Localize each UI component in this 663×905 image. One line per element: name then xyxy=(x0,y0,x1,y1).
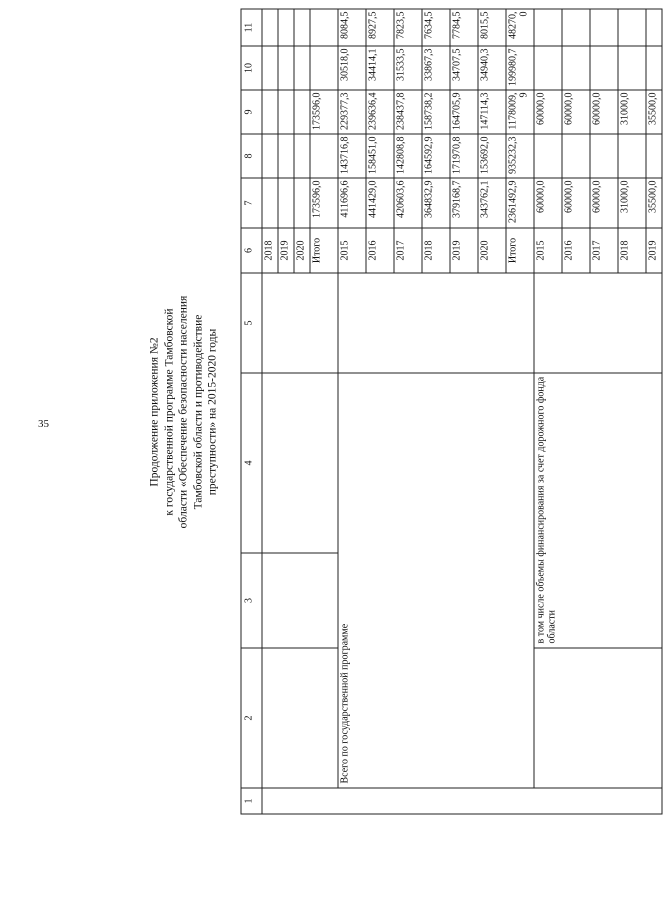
value-cell-c9: 164705,9 xyxy=(450,90,478,134)
table-row xyxy=(338,9,366,814)
year-cell: 2017 xyxy=(394,228,422,273)
value-cell-c9 xyxy=(262,90,278,134)
value-cell-c7 xyxy=(294,178,310,228)
rotated-page-content xyxy=(126,10,659,815)
year-cell: 2015 xyxy=(534,228,562,273)
year-cell: 2016 xyxy=(562,228,590,273)
year-cell: 2017 xyxy=(590,228,618,273)
value-cell-c10 xyxy=(562,46,590,90)
value-cell-c9: 60000,0 xyxy=(562,90,590,134)
year-cell: 2019 xyxy=(450,228,478,273)
value-cell-c9: 147114,3 xyxy=(478,90,506,134)
value-cell-c7: 31000,0 xyxy=(618,178,646,228)
value-cell-c11: 8084,5 xyxy=(338,9,366,46)
value-cell-c10: 30518,0 xyxy=(338,46,366,90)
cell-col2 xyxy=(262,648,338,788)
value-cell-c11 xyxy=(294,9,310,46)
value-cell-c9: 60000,0 xyxy=(590,90,618,134)
value-cell-c8: 158451,0 xyxy=(366,134,394,178)
value-cell-c9 xyxy=(294,90,310,134)
header-line-5: преступности» на 2015-2020 годы xyxy=(206,328,219,496)
value-cell-c10 xyxy=(294,46,310,90)
financing-table xyxy=(241,9,663,815)
value-cell-c8: 164592,9 xyxy=(422,134,450,178)
year-cell: 2015 xyxy=(338,228,366,273)
value-cell-c8: 153692,0 xyxy=(478,134,506,178)
value-cell-c10: 34707,5 xyxy=(450,46,478,90)
cell-col5 xyxy=(338,273,534,373)
column-number-3: 3 xyxy=(241,553,262,648)
value-cell-c9: 31000,0 xyxy=(618,90,646,134)
value-cell-c10 xyxy=(534,46,562,90)
value-cell-c11: 7634,5 xyxy=(422,9,450,46)
column-number-7: 7 xyxy=(241,178,262,228)
value-cell-c10: 199980,7 xyxy=(506,46,534,90)
year-cell: 2018 xyxy=(618,228,646,273)
value-cell-c8 xyxy=(278,134,294,178)
value-cell-c11 xyxy=(618,9,646,46)
value-cell-c11: 7784,5 xyxy=(450,9,478,46)
column-number-4: 4 xyxy=(241,373,262,553)
value-cell-c8 xyxy=(618,134,646,178)
table-row xyxy=(262,9,278,814)
value-cell-c7: 60000,0 xyxy=(562,178,590,228)
value-cell-c11: 7823,5 xyxy=(394,9,422,46)
value-cell-c11: 48270,0 xyxy=(506,9,534,46)
value-cell-c7: 379168,7 xyxy=(450,178,478,228)
cell-col3 xyxy=(262,553,338,648)
value-cell-c9: 238437,8 xyxy=(394,90,422,134)
value-cell-c10: 31533,5 xyxy=(394,46,422,90)
value-cell-c11 xyxy=(278,9,294,46)
value-cell-c8 xyxy=(562,134,590,178)
value-cell-c8 xyxy=(310,134,338,178)
value-cell-c8: 143716,8 xyxy=(338,134,366,178)
value-cell-c9: 239636,4 xyxy=(366,90,394,134)
value-cell-c10 xyxy=(646,46,662,90)
value-cell-c11 xyxy=(534,9,562,46)
value-cell-c7: 35500,0 xyxy=(646,178,662,228)
value-cell-c7 xyxy=(278,178,294,228)
value-cell-c7: 420603,6 xyxy=(394,178,422,228)
value-cell-c10: 34414,1 xyxy=(366,46,394,90)
year-cell: 2020 xyxy=(294,228,310,273)
value-cell-c9: 173596,0 xyxy=(310,90,338,134)
value-cell-c10: 34940,3 xyxy=(478,46,506,90)
value-cell-c8: 171970,8 xyxy=(450,134,478,178)
value-cell-c11 xyxy=(262,9,278,46)
year-cell: 2018 xyxy=(262,228,278,273)
value-cell-c10 xyxy=(618,46,646,90)
year-cell: Итого xyxy=(506,228,534,273)
cell-col1 xyxy=(262,788,662,814)
year-cell: 2019 xyxy=(278,228,294,273)
document-header xyxy=(126,10,241,815)
value-cell-c7: 60000,0 xyxy=(590,178,618,228)
page-number: 35 xyxy=(38,418,49,430)
value-cell-c8 xyxy=(646,134,662,178)
value-cell-c8 xyxy=(294,134,310,178)
column-number-5: 5 xyxy=(241,273,262,373)
column-number-8: 8 xyxy=(241,134,262,178)
value-cell-c7 xyxy=(262,178,278,228)
value-cell-c11: 8927,5 xyxy=(366,9,394,46)
value-cell-c8 xyxy=(590,134,618,178)
table-row xyxy=(534,9,562,814)
value-cell-c9: 60000,0 xyxy=(534,90,562,134)
value-cell-c7: 2361492,9 xyxy=(506,178,534,228)
column-number-1: 1 xyxy=(241,788,262,814)
year-cell: 2020 xyxy=(478,228,506,273)
value-cell-c11 xyxy=(646,9,662,46)
header-line-1: Продолжение приложения №2 xyxy=(148,337,161,487)
value-cell-c7: 343762,1 xyxy=(478,178,506,228)
column-number-row xyxy=(241,9,262,814)
column-number-9: 9 xyxy=(241,90,262,134)
value-cell-c9 xyxy=(278,90,294,134)
year-cell: 2018 xyxy=(422,228,450,273)
cell-col5 xyxy=(262,273,338,373)
road-fund-label: в том числе объемы финансирования за счет дорожного фонда области xyxy=(534,373,662,648)
column-number-10: 10 xyxy=(241,46,262,90)
column-number-2: 2 xyxy=(241,648,262,788)
value-cell-c7: 173596,0 xyxy=(310,178,338,228)
value-cell-c10: 33867,3 xyxy=(422,46,450,90)
year-cell: Итого xyxy=(310,228,338,273)
value-cell-c11: 8015,5 xyxy=(478,9,506,46)
value-cell-c8: 142808,8 xyxy=(394,134,422,178)
value-cell-c11 xyxy=(562,9,590,46)
year-cell: 2019 xyxy=(646,228,662,273)
total-program-label: Всего по государственной программе xyxy=(338,373,534,788)
cell-col5 xyxy=(534,273,662,373)
value-cell-c8 xyxy=(534,134,562,178)
value-cell-c8: 935232,3 xyxy=(506,134,534,178)
year-cell: 2016 xyxy=(366,228,394,273)
value-cell-c9: 35500,0 xyxy=(646,90,662,134)
column-number-6: 6 xyxy=(241,228,262,273)
header-line-2: к государственной программе Тамбовской xyxy=(163,308,175,516)
column-number-11: 11 xyxy=(241,9,262,46)
value-cell-c9: 1178009,9 xyxy=(506,90,534,134)
value-cell-c7: 60000,0 xyxy=(534,178,562,228)
header-line-4: Тамбовской области и противодействие xyxy=(192,314,204,510)
value-cell-c10 xyxy=(310,46,338,90)
cell-col2 xyxy=(534,648,662,788)
value-cell-c10 xyxy=(590,46,618,90)
value-cell-c11 xyxy=(310,9,338,46)
value-cell-c7: 411696,6 xyxy=(338,178,366,228)
value-cell-c10 xyxy=(278,46,294,90)
value-cell-c7: 364832,9 xyxy=(422,178,450,228)
value-cell-c7: 441429,0 xyxy=(366,178,394,228)
value-cell-c11 xyxy=(590,9,618,46)
cell-col4 xyxy=(262,373,338,553)
value-cell-c9: 158738,2 xyxy=(422,90,450,134)
value-cell-c10 xyxy=(262,46,278,90)
value-cell-c8 xyxy=(262,134,278,178)
value-cell-c9: 229377,3 xyxy=(338,90,366,134)
header-line-3: области «Обеспечение безопасности населения xyxy=(177,295,190,529)
